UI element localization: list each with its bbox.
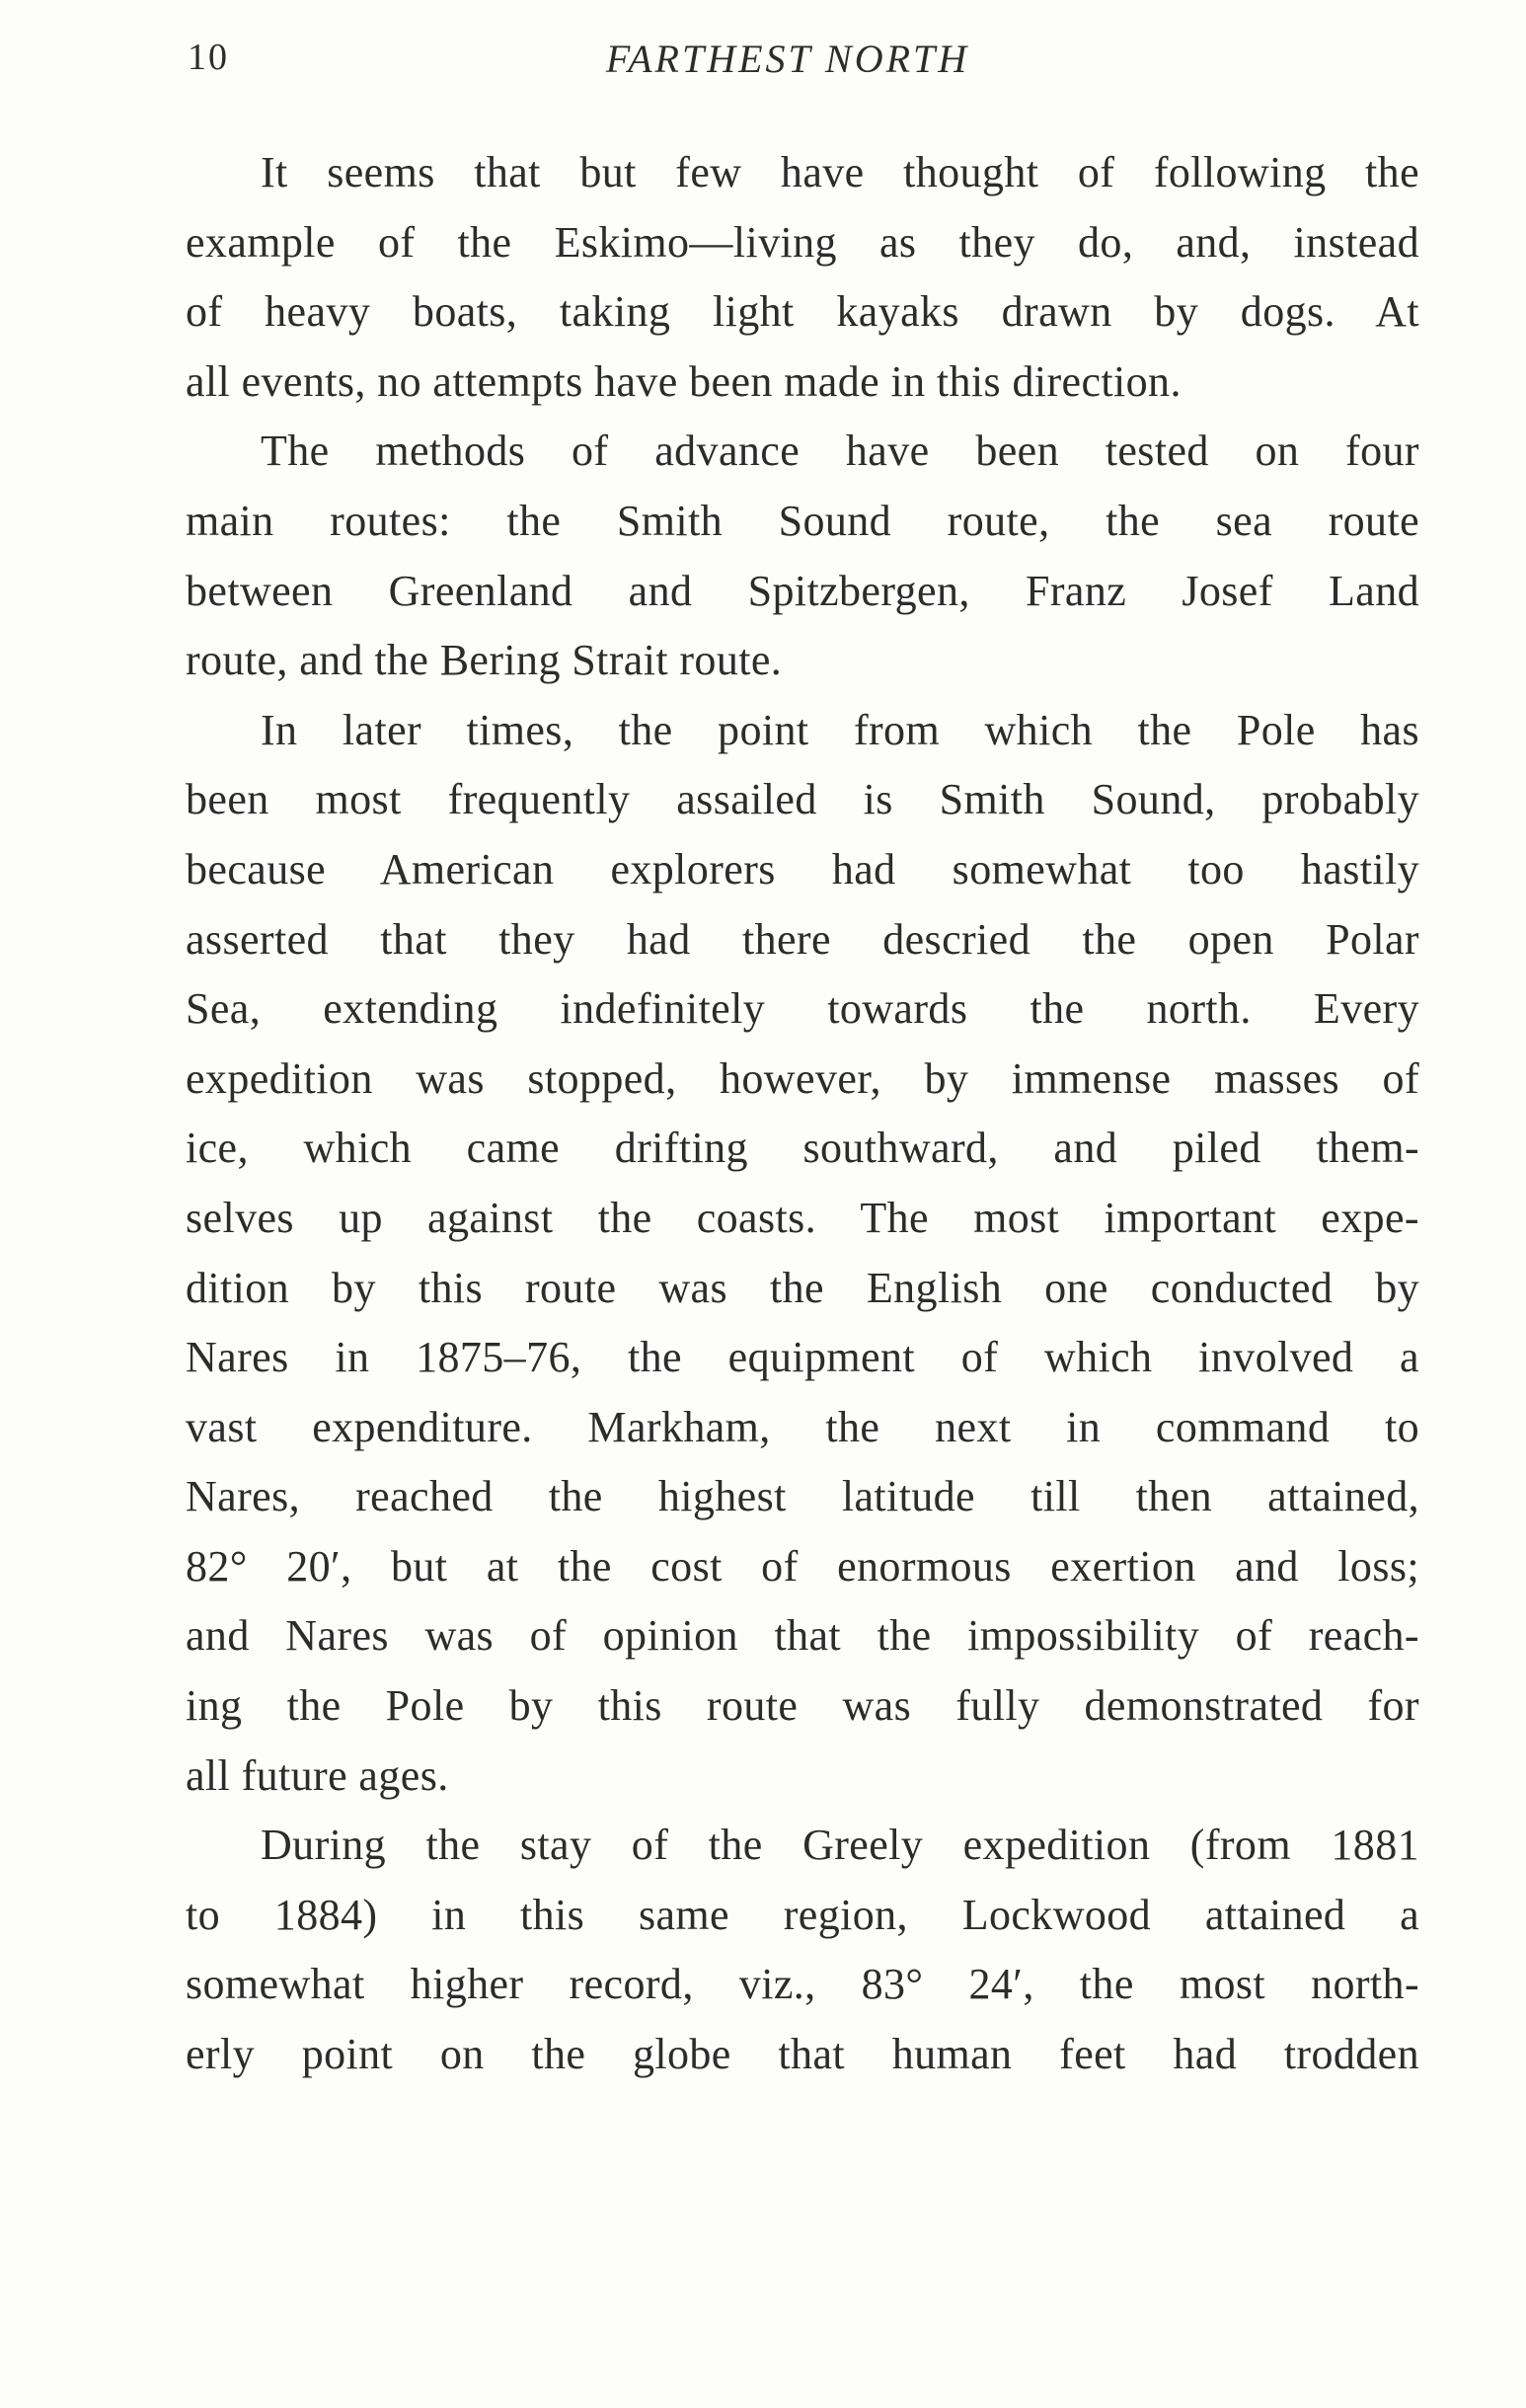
text-line: and Nares was of opinion that the impossibility of reach- [186,1611,1419,1661]
page-number: 10 [188,37,229,78]
text-line: to 1884) in this same region, Lockwood attained a [186,1890,1419,1939]
text-line: example of the Eskimo—living as they do, and, instead [186,217,1419,267]
text-line: been most frequently assailed is Smith Sound, probably [186,775,1419,824]
text-line: expedition was stopped, however, by immense masses of [186,1053,1419,1103]
running-title: FARTHEST NORTH [605,37,970,81]
text-line: It seems that but few have thought of following the [261,148,1419,196]
text-line: erly point on the globe that human feet had trodden [186,2030,1419,2079]
text-line: 82° 20′, but at the cost of enormous exertion and loss; [186,1541,1419,1591]
text-line: vast expenditure. Markham, the next in command to [186,1402,1419,1451]
text-line: main routes: the Smith Sound route, the sea route [186,496,1419,545]
text-line: In later times, the point from which the Pole has [261,705,1419,754]
running-head [0,36,1526,95]
text-line: selves up against the coasts. The most important expe- [186,1193,1419,1242]
text-line: of heavy boats, taking light kayaks drawn by dogs. At [186,287,1419,337]
text-line: Nares in 1875–76, the equipment of which involved a [186,1333,1419,1382]
text-line: all future ages. [186,1750,449,1800]
text-line: somewhat higher record, viz., 83° 24′, the most north- [186,1960,1419,2009]
text-line: The methods of advance have been tested on four [261,427,1419,476]
text-line: between Greenland and Spitzbergen, Franz Josef Land [186,566,1419,615]
text-line: ing the Pole by this route was fully demonstrated for [186,1681,1419,1731]
text-line: Nares, reached the highest latitude till then attained, [186,1472,1419,1521]
text-line: dition by this route was the English one conducted by [186,1263,1419,1312]
text-line: During the stay of the Greely expedition (from 1881 [261,1821,1419,1870]
text-line: ice, which came drifting southward, and piled them- [186,1124,1419,1173]
body-text [186,138,1419,2090]
text-line: asserted that they had there descried the open Polar [186,914,1419,964]
text-line: route, and the Bering Strait route. [186,636,783,685]
text-line: all events, no attempts have been made in this direction. [186,356,1182,406]
text-line: because American explorers had somewhat too hastily [186,844,1419,893]
text-line: Sea, extending indefinitely towards the north. Every [186,984,1419,1034]
